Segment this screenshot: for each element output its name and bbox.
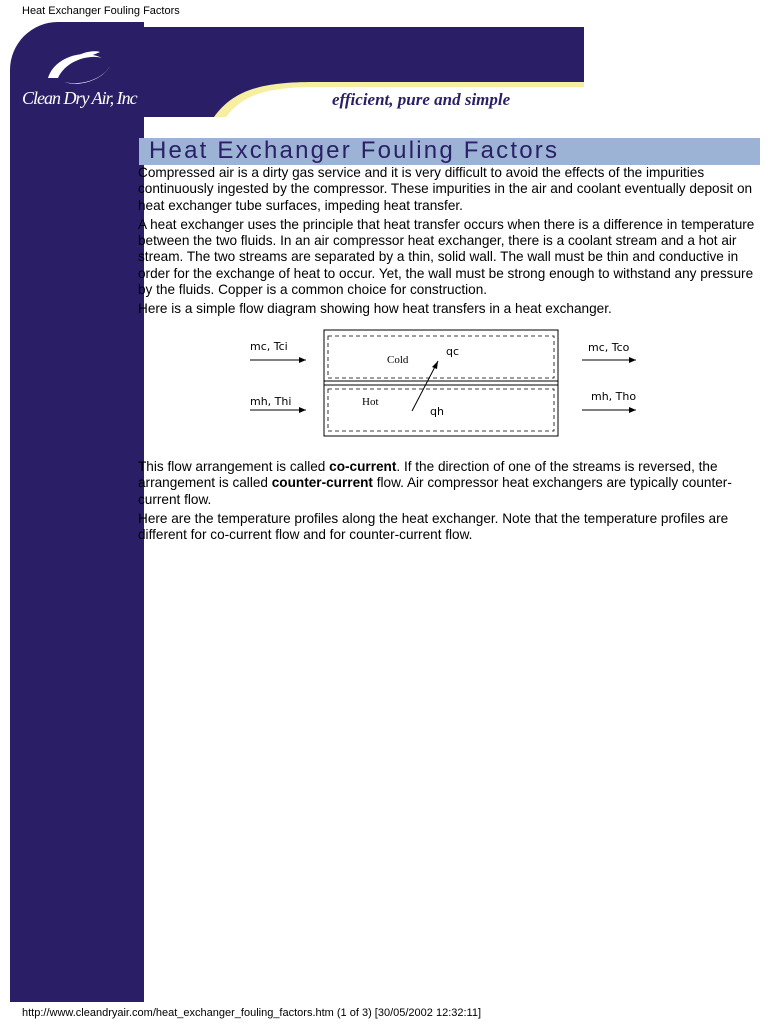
label-hot-inlet: mh, Thi bbox=[250, 395, 292, 408]
tagline: efficient, pure and simple bbox=[332, 90, 511, 109]
label-cold-stream: Cold bbox=[387, 354, 409, 366]
label-hot-outlet: mh, Tho bbox=[591, 390, 637, 403]
paragraph-diagram-intro: Here is a simple flow diagram showing how heat transfers in a heat exchanger. bbox=[138, 301, 612, 317]
label-hot-stream: Hot bbox=[362, 396, 379, 408]
label-cold-inlet: mc, Tci bbox=[250, 340, 288, 353]
text-segment: flow. Air compressor heat exchangers are typically counter-current flow. bbox=[138, 475, 732, 507]
label-qh: qh bbox=[430, 405, 444, 418]
print-header: Heat Exchanger Fouling Factors bbox=[22, 5, 180, 17]
print-footer: http://www.cleandryair.com/heat_exchanger_fouling_factors.htm (1 of 3) [30/05/2002 12:32:11] bbox=[22, 1007, 482, 1019]
logo-text: Clean Dry Air, Inc bbox=[22, 88, 137, 108]
paragraph-fouling: Compressed air is a dirty gas service and it is very difficult to avoid the effects of the impurities continuously ingested by the compressor. These impurities in the air and coolant eventually deposit on heat exchanger tube surfaces, impeding heat transfer. bbox=[138, 165, 753, 213]
paragraph-principle: A heat exchanger uses the principle that heat transfer occurs when there is a difference in temperature between the two fluids. In an air compressor heat exchanger, there is a coolant stream and a hot air stream. The two streams are separated by a thin, solid wall. The wall must be thin and conductive in order for the exchange of heat to occur. Yet, the wall must be strong enough to withstand any pressure by the fluids. Copper is a common choice for construction. bbox=[138, 216, 755, 298]
flow-text bbox=[138, 459, 758, 546]
text-segment: . If the direction of one of the streams is reversed, the arrangement is called bbox=[138, 459, 718, 491]
label-cold-outlet: mc, Tco bbox=[588, 341, 630, 354]
label-qc: qc bbox=[446, 345, 460, 358]
flow-diagram bbox=[240, 325, 660, 445]
term-counter-current: counter-current bbox=[271, 475, 373, 491]
paragraph-temperature-profiles: Here are the temperature profiles along the heat exchanger. Note that the temperature profiles are different for co-current flow and for counter-current flow. bbox=[138, 510, 729, 543]
title-bar bbox=[136, 138, 760, 165]
text-segment: This flow arrangement is called bbox=[138, 459, 330, 474]
term-co-current: co-current bbox=[329, 459, 397, 474]
sidebar bbox=[10, 22, 144, 1002]
intro-text bbox=[138, 165, 758, 321]
paragraph-flow-arrangement bbox=[138, 459, 758, 508]
page-title: Heat Exchanger Fouling Factors bbox=[149, 137, 560, 164]
